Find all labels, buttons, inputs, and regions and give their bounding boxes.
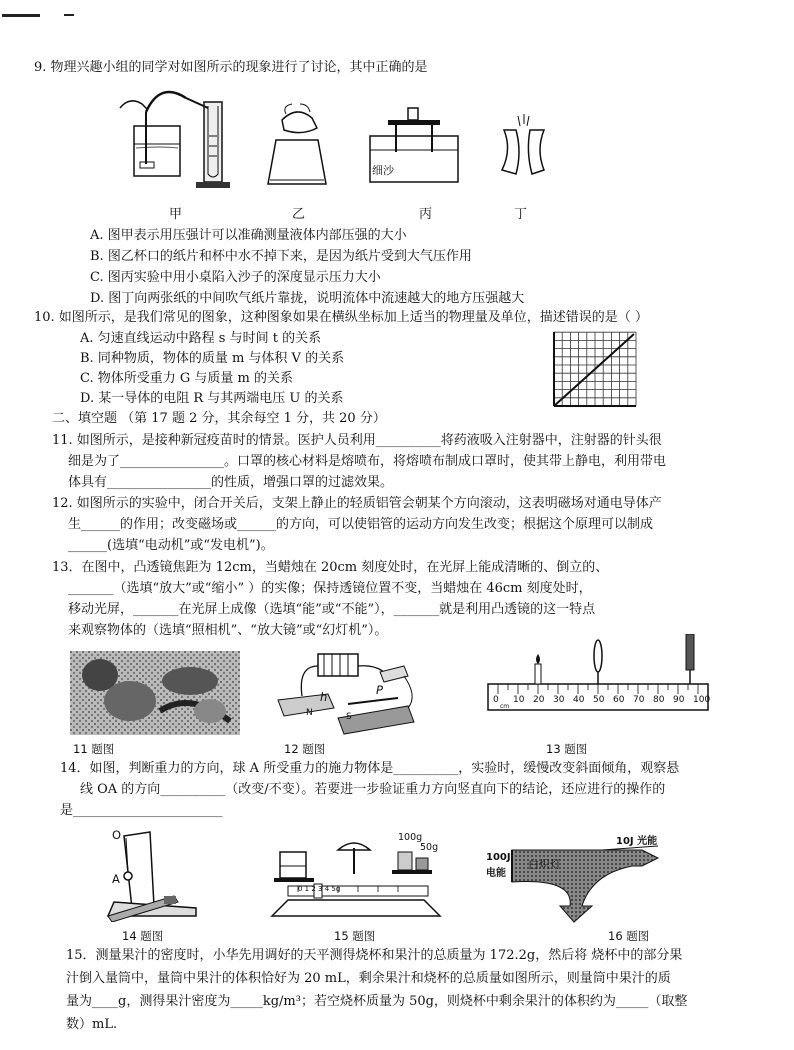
fig12-label-s: S — [346, 712, 352, 722]
ruler-label: 100 — [693, 695, 711, 705]
figure-jia-pressure-gauge — [100, 86, 240, 196]
figure-yi-cup-paper — [262, 100, 332, 190]
candle-flame — [536, 654, 540, 664]
ruler-label: 50 — [593, 695, 605, 705]
ruler-label: 80 — [653, 695, 665, 705]
q11-line3: 体具有________________的性质，增强口罩的过滤效果。 — [68, 475, 394, 490]
ruler-label: 90 — [673, 695, 685, 705]
q9-option-d: D. 图丁向两张纸的中间吹气纸片靠拢，说明流体中流速越大的地方压强越大 — [90, 291, 525, 306]
q10-option-c: C. 物体所受重力 G 与质量 m 的关系 — [80, 371, 293, 386]
fig12-label-p: P — [376, 683, 383, 697]
q15-line1: 15．测量果汁的密度时，小华先用调好的天平测得烧杯和果汁的总质量为 172.2g，然后将 烧杯中的部分果 — [66, 948, 683, 963]
q15-line2: 汁倒入量筒中，量筒中果汁的体积恰好为 20 mL，剩余果汁和烧杯的总质量如图所示，则量筒中果汁的质 — [66, 971, 671, 986]
ruler-label: 60 — [613, 695, 625, 705]
fig16-label-inner: 白炽灯 — [528, 858, 561, 871]
section2-heading: 二、填空题 （第 17 题 2 分，其余每空 1 分，共 20 分） — [52, 411, 386, 426]
fig14-label-a: A — [112, 872, 120, 886]
q10-option-a: A. 匀速直线运动中路程 s 与时间 t 的关系 — [80, 331, 322, 346]
fig12-caption: 12 题图 — [284, 742, 326, 756]
fig-label-jia: 甲 — [169, 207, 183, 222]
q13-line1: 13．在图中，凸透镜焦距为 12cm，当蜡烛在 20cm 刻度处时，在光屏上能成清晰的、倒立的、 — [52, 560, 609, 575]
fig16-label-left1: 100J — [486, 852, 511, 863]
q9-option-b: B. 图乙杯口的纸片和杯中水不掉下来，是因为纸片受到大气压作用 — [90, 249, 472, 264]
figure-ding-two-papers — [498, 110, 548, 180]
fig15-label-50g: 50g — [420, 842, 439, 853]
fig15-caption: 15 题图 — [334, 929, 376, 943]
ruler-unit: cm — [500, 703, 510, 710]
q11-line1: 11. 如图所示，是接种新冠疫苗时的情景。医护人员利用__________将药液吸入注射器中，注射器的针头很 — [52, 433, 662, 448]
fig12-label-h: h — [320, 690, 328, 704]
ruler-label: 10 — [513, 695, 525, 705]
fig13-caption: 13 题图 — [546, 742, 588, 756]
q13-line2: _______（选填“放大”或“缩小” ）的实像；保持透镜位置不变，当蜡烛在 46cm 刻度处时， — [68, 581, 592, 596]
light-screen — [686, 634, 694, 670]
sand-label: 细沙 — [372, 164, 394, 177]
fig16-caption: 16 题图 — [608, 929, 650, 943]
figure-11-vaccination-photo — [70, 651, 240, 735]
figure-15-balance — [268, 830, 444, 926]
q14-line1: 14．如图，判断重力的方向，球 A 所受重力的施力物体是__________，实验时，缓慢改变斜面倾角，观察悬 — [60, 761, 680, 776]
q12-line3: ______(选填“电动机”或“发电机”)。 — [68, 538, 274, 553]
candle — [535, 664, 541, 684]
fig-label-ding: 丁 — [514, 207, 528, 222]
ruler-label: 0 — [493, 695, 499, 705]
q10-option-b: B. 同种物质，物体的质量 m 与体积 V 的关系 — [80, 351, 345, 366]
convex-lens — [594, 640, 602, 672]
scan-mark — [64, 14, 74, 16]
fig14-label-o: O — [112, 828, 122, 842]
q15-line3: 量为____g，测得果汁密度为_____kg/m³；若空烧杯质量为 50g，则烧杯中剩余果汁的体积约为_____（取整 — [66, 994, 688, 1009]
q12-line1: 12. 如图所示的实验中，闭合开关后，支架上静止的轻质铝管会朝某个方向滚动，这表明磁场对通电导体产 — [52, 496, 662, 511]
fig-label-yi: 乙 — [292, 207, 306, 222]
q12-line2: 生______的作用；改变磁场或______的方向，可以使铝管的运动方向发生改变；根据这个原理可以制成 — [68, 517, 654, 532]
scan-mark — [2, 14, 40, 17]
q10-stem: 10. 如图所示，是我们常见的图象，这种图象如果在横纵坐标加上适当的物理量及单位，描述错误的是（ ） — [34, 310, 648, 325]
fig15-scale: 0 1 2 3 4 5g — [298, 885, 341, 893]
q9-option-a: A. 图甲表示用压强计可以准确测量液体内部压强的大小 — [90, 228, 407, 243]
fig14-caption: 14 题图 — [122, 929, 164, 943]
fig-label-bing: 丙 — [419, 207, 433, 222]
q14-line2: 线 OA 的方向__________（改变/不变）。若要进一步验证重力方向竖直向下的结论，还应进行的操作的 — [80, 782, 666, 797]
figure-12-motor-experiment — [268, 646, 428, 738]
q13-line3: 移动光屏，_______在光屏上成像（选填“能”或“不能”），_______就是利用凸透镜的这一特点 — [68, 602, 596, 617]
q10-grid-graph — [550, 330, 640, 410]
ruler-label: 20 — [533, 695, 545, 705]
ruler-label: 40 — [573, 695, 585, 705]
fig16-label-top: 10J 光能 — [616, 836, 658, 847]
q9-option-c: C. 图丙实验中用小桌陷入沙子的深度显示压力大小 — [90, 270, 381, 285]
q15-line4: 数）mL. — [66, 1017, 118, 1032]
ruler-label: 30 — [553, 695, 565, 705]
fig15-label-100g: 100g — [398, 832, 423, 843]
fig16-label-left2: 电能 — [486, 868, 506, 879]
fig11-caption: 11 题图 — [73, 742, 115, 756]
fig12-label-n: N — [306, 708, 313, 718]
q14-line3: 是_______________________ — [60, 803, 223, 818]
q13-line4: 来观察物体的（选填“照相机”、“放大镜”或“幻灯机”）。 — [68, 623, 388, 638]
ruler-label: 70 — [633, 695, 645, 705]
q10-option-d: D. 某一导体的电阻 R 与其两端电压 U 的关系 — [80, 391, 344, 406]
q11-line2: 细是为了________________。口罩的核心材料是熔喷布，将熔喷布制成口罩时，使其带上静电，利用带电 — [68, 454, 667, 469]
q9-stem: 9. 物理兴趣小组的同学对如图所示的现象进行了讨论，其中正确的是 — [34, 60, 428, 75]
